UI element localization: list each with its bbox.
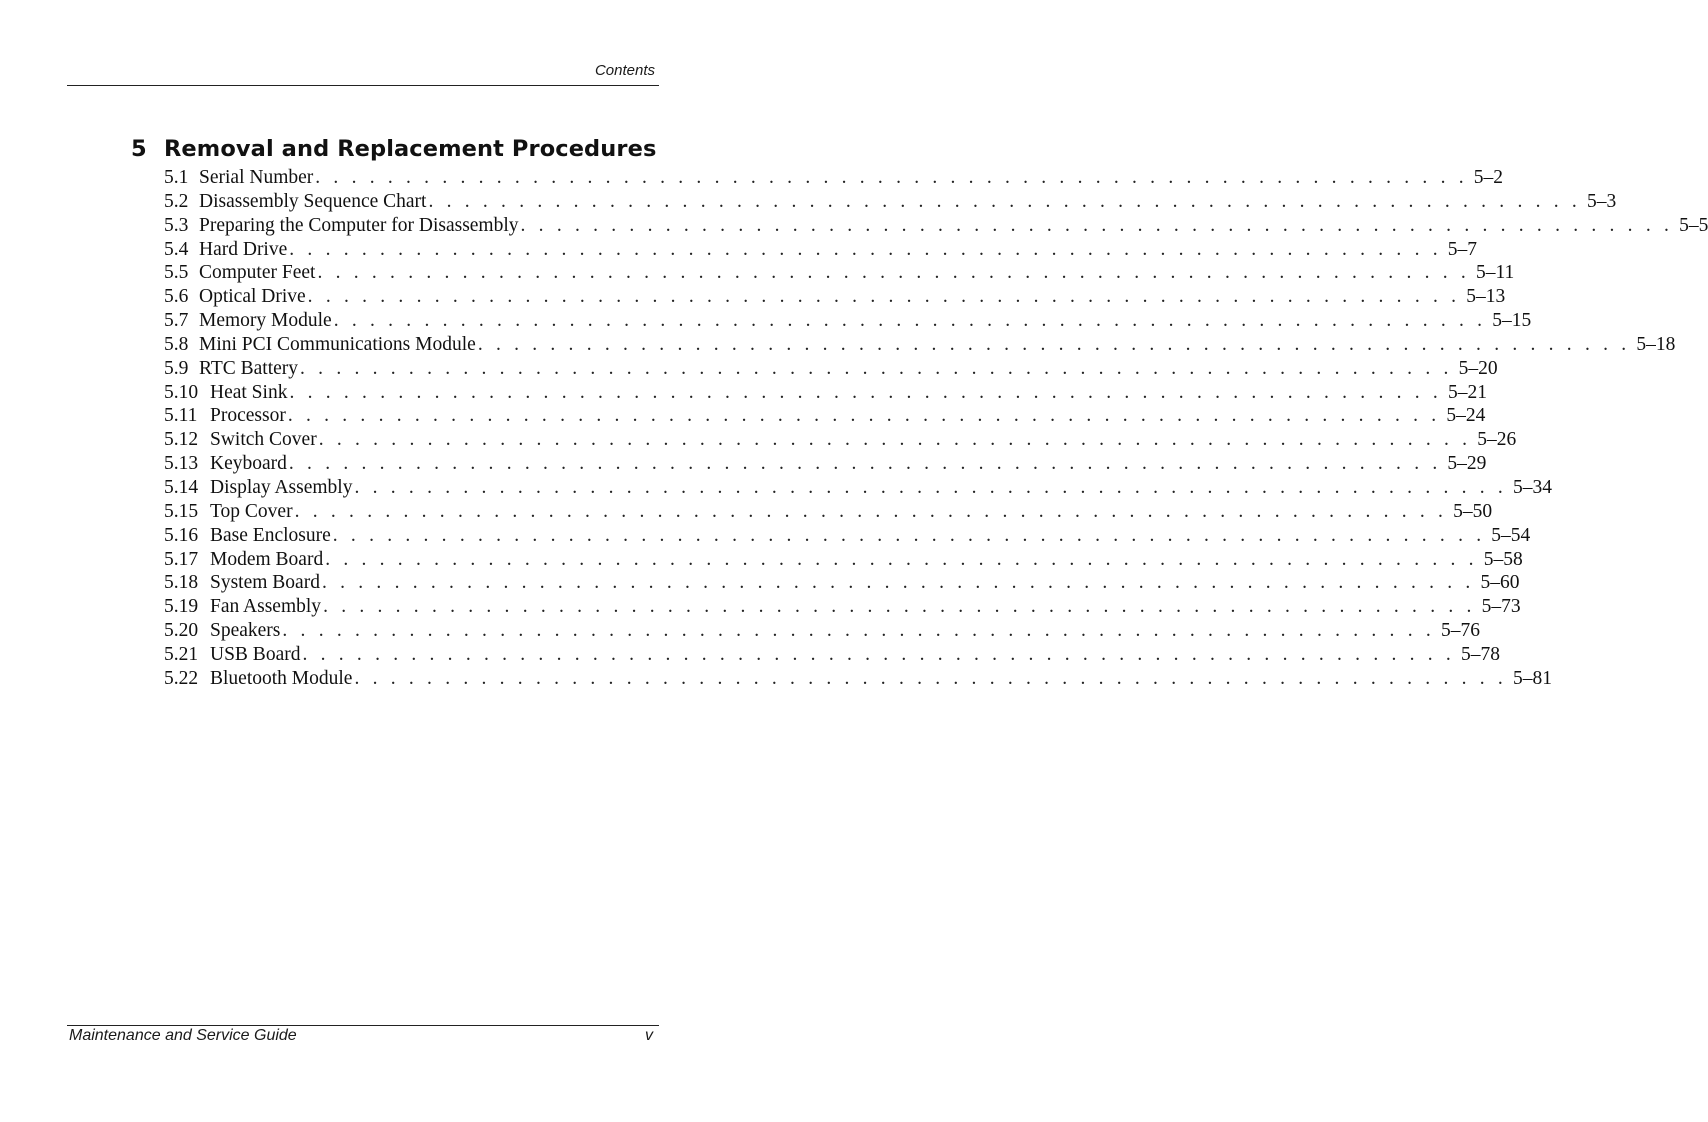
toc-entry-number: 5.19 [164,596,199,618]
toc-leader-dots: . . . . . . . . . . . . . . . . . . . . . . . . . . . . . . . . . . . . . . . . . . . . . . . . . . . . . . . . . . . . . . . . [302,643,1455,665]
toc-entry-page: 5–21 [1447,381,1487,403]
toc-entry-number: 5.5 [164,262,189,284]
chapter-title: Removal and Replacement Procedures [164,136,657,163]
toc-entry-page: 5–26 [1477,429,1517,451]
toc-leader-dots: . . . . . . . . . . . . . . . . . . . . . . . . . . . . . . . . . . . . . . . . . . . . . . . . . . . . . . . . . . . . . . . . [282,620,1435,642]
toc-entry-title: Base Enclosure [210,524,331,546]
toc-leader-dots: . . . . . . . . . . . . . . . . . . . . . . . . . . . . . . . . . . . . . . . . . . . . . . . . . . . . . . . . . . . . . . . . [288,453,1442,475]
toc-entry-number: 5.8 [164,333,189,355]
toc-entry-page: 5–29 [1447,453,1487,475]
toc-entry-number: 5.22 [164,667,199,689]
toc-entry-number: 5.1 [164,167,189,188]
footer-page-number: v [645,1027,653,1044]
toc-entry-page: 5–54 [1491,524,1531,546]
toc-entry-title: Hard Drive [199,238,288,260]
toc-leader-dots: . . . . . . . . . . . . . . . . . . . . . . . . . . . . . . . . . . . . . . . . . . . . . . . . . . . . . . . . . . . . . . . . [307,286,1461,308]
toc-entry[interactable] [164,214,1708,238]
toc-entry-page: 5–58 [1483,548,1523,570]
toc-leader-dots: . . . . . . . . . . . . . . . . . . . . . . . . . . . . . . . . . . . . . . . . . . . . . . . . . . . . . . . . . . . . . . . . [287,405,1441,427]
toc-entry-number: 5.17 [164,548,199,570]
running-header: Contents [594,62,655,79]
toc-entry-page: 5–20 [1458,357,1498,379]
toc-entry[interactable] [164,500,1493,524]
table-of-contents [164,166,1708,691]
toc-entry[interactable] [164,166,1504,190]
toc-entry-page: 5–81 [1512,667,1552,689]
toc-entry-number: 5.12 [164,429,199,451]
toc-leader-dots: . . . . . . . . . . . . . . . . . . . . . . . . . . . . . . . . . . . . . . . . . . . . . . . . . . . . . . . . . . . . . . . . [325,548,1478,570]
toc-entry-title: Mini PCI Communications Module [199,333,476,355]
toc-entry[interactable] [164,667,1552,691]
toc-leader-dots: . . . . . . . . . . . . . . . . . . . . . . . . . . . . . . . . . . . . . . . . . . . . . . . . . . . . . . . . . . . . . . . . [354,476,1507,498]
toc-entry[interactable] [164,238,1478,262]
toc-entry[interactable] [164,548,1523,572]
toc-entry-page: 5–15 [1492,310,1532,332]
toc-entry-title: Computer Feet [199,262,316,284]
toc-entry-title: Disassembly Sequence Chart [199,190,427,212]
toc-entry[interactable] [164,285,1506,309]
toc-entry-page: 5–73 [1481,596,1521,618]
toc-entry-page: 5–13 [1466,286,1506,308]
toc-entry-title: Serial Number [199,167,314,188]
header-rule [67,85,659,86]
toc-entry-page: 5–34 [1513,476,1552,498]
toc-entry-page: 5–7 [1447,238,1478,260]
toc-entry-title: Switch Cover [210,429,317,451]
toc-entry-number: 5.18 [164,572,199,594]
toc-entry-number: 5.21 [164,643,199,665]
toc-leader-dots: . . . . . . . . . . . . . . . . . . . . . . . . . . . . . . . . . . . . . . . . . . . . . . . . . . . . . . . . . . . . . . . . [289,381,1442,403]
toc-entry-number: 5.2 [164,190,189,212]
toc-entry[interactable] [164,381,1487,405]
toc-entry[interactable] [164,333,1676,357]
toc-leader-dots: . . . . . . . . . . . . . . . . . . . . . . . . . . . . . . . . . . . . . . . . . . . . . . . . . . . . . . . . . . . . . . . . [520,214,1674,236]
toc-entry-title: Keyboard [210,453,287,475]
toc-entry-title: USB Board [210,643,301,665]
toc-entry-number: 5.6 [164,286,189,308]
toc-entry[interactable] [164,619,1480,643]
toc-entry-number: 5.4 [164,238,189,260]
toc-leader-dots: . . . . . . . . . . . . . . . . . . . . . . . . . . . . . . . . . . . . . . . . . . . . . . . . . . . . . . . . . . . . . . . . [294,500,1448,522]
toc-entry[interactable] [164,261,1515,285]
toc-leader-dots: . . . . . . . . . . . . . . . . . . . . . . . . . . . . . . . . . . . . . . . . . . . . . . . . . . . . . . . . . . . . . . . . [321,572,1475,594]
toc-entry-page: 5–78 [1461,643,1500,665]
toc-entry-number: 5.7 [164,310,189,332]
toc-entry-number: 5.14 [164,476,199,498]
toc-leader-dots: . . . . . . . . . . . . . . . . . . . . . . . . . . . . . . . . . . . . . . . . . . . . . . . . . . . . . . . . . . . . . . . . [318,429,1472,451]
toc-entry-page: 5–5 [1679,214,1708,236]
footer-guide-title: Maintenance and Service Guide [69,1027,297,1044]
toc-entry-title: System Board [210,572,320,594]
toc-entry[interactable] [164,404,1486,428]
toc-entry-title: Processor [210,405,286,427]
toc-entry-title: RTC Battery [199,357,299,379]
toc-entry[interactable] [164,476,1552,500]
toc-entry-page: 5–2 [1473,167,1504,188]
toc-entry-title: Optical Drive [199,286,306,308]
toc-entry-title: Top Cover [210,500,293,522]
toc-leader-dots: . . . . . . . . . . . . . . . . . . . . . . . . . . . . . . . . . . . . . . . . . . . . . . . . . . . . . . . . . . . . . . . . [300,357,1453,379]
toc-entry-number: 5.13 [164,453,199,475]
toc-entry[interactable] [164,524,1531,548]
toc-entry-page: 5–24 [1446,405,1486,427]
toc-leader-dots: . . . . . . . . . . . . . . . . . . . . . . . . . . . . . . . . . . . . . . . . . . . . . . . . . . . . . . . . . . . . . . . . [354,667,1507,689]
chapter-heading [131,136,656,162]
toc-entry[interactable] [164,309,1532,333]
toc-entry-page: 5–18 [1636,333,1676,355]
toc-leader-dots: . . . . . . . . . . . . . . . . . . . . . . . . . . . . . . . . . . . . . . . . . . . . . . . . . . . . . . . . . . . . . . . . [317,262,1470,284]
toc-entry[interactable] [164,452,1487,476]
toc-entry[interactable] [164,428,1517,452]
toc-entry-title: Modem Board [210,548,324,570]
footer-rule [67,1025,659,1026]
toc-entry-page: 5–3 [1586,190,1617,212]
toc-entry[interactable] [164,595,1521,619]
toc-entry-number: 5.10 [164,381,199,403]
toc-entry-title: Memory Module [199,310,332,332]
toc-entry-title: Speakers [210,620,281,642]
toc-entry-number: 5.20 [164,620,199,642]
toc-entry-title: Bluetooth Module [210,667,353,689]
toc-entry-title: Heat Sink [210,381,288,403]
toc-leader-dots: . . . . . . . . . . . . . . . . . . . . . . . . . . . . . . . . . . . . . . . . . . . . . . . . . . . . . . . . . . . . . . . . [315,167,1468,188]
toc-leader-dots: . . . . . . . . . . . . . . . . . . . . . . . . . . . . . . . . . . . . . . . . . . . . . . . . . . . . . . . . . . . . . . . . [289,238,1442,260]
toc-entry-page: 5–11 [1475,262,1515,284]
toc-entry[interactable] [164,643,1500,667]
toc-entry-page: 5–76 [1440,620,1480,642]
toc-leader-dots: . . . . . . . . . . . . . . . . . . . . . . . . . . . . . . . . . . . . . . . . . . . . . . . . . . . . . . . . . . . . . . . . [428,190,1581,212]
toc-entry[interactable] [164,571,1520,595]
toc-leader-dots: . . . . . . . . . . . . . . . . . . . . . . . . . . . . . . . . . . . . . . . . . . . . . . . . . . . . . . . . . . . . . . . . [323,596,1476,618]
chapter-number: 5 [131,136,147,163]
toc-entry-title: Fan Assembly [210,596,322,618]
toc-leader-dots: . . . . . . . . . . . . . . . . . . . . . . . . . . . . . . . . . . . . . . . . . . . . . . . . . . . . . . . . . . . . . . . . [477,333,1631,355]
toc-entry-title: Preparing the Computer for Disassembly [199,214,519,236]
toc-entry-number: 5.11 [164,405,198,427]
toc-entry-number: 5.9 [164,357,189,379]
toc-entry[interactable] [164,357,1498,381]
toc-entry-number: 5.15 [164,500,199,522]
toc-entry-title: Display Assembly [210,476,353,498]
toc-entry-number: 5.16 [164,524,199,546]
toc-entry[interactable] [164,190,1617,214]
toc-entry-number: 5.3 [164,214,189,236]
toc-leader-dots: . . . . . . . . . . . . . . . . . . . . . . . . . . . . . . . . . . . . . . . . . . . . . . . . . . . . . . . . . . . . . . . . [332,524,1486,546]
toc-leader-dots: . . . . . . . . . . . . . . . . . . . . . . . . . . . . . . . . . . . . . . . . . . . . . . . . . . . . . . . . . . . . . . . . [333,310,1487,332]
toc-entry-page: 5–60 [1480,572,1520,594]
toc-entry-page: 5–50 [1453,500,1493,522]
